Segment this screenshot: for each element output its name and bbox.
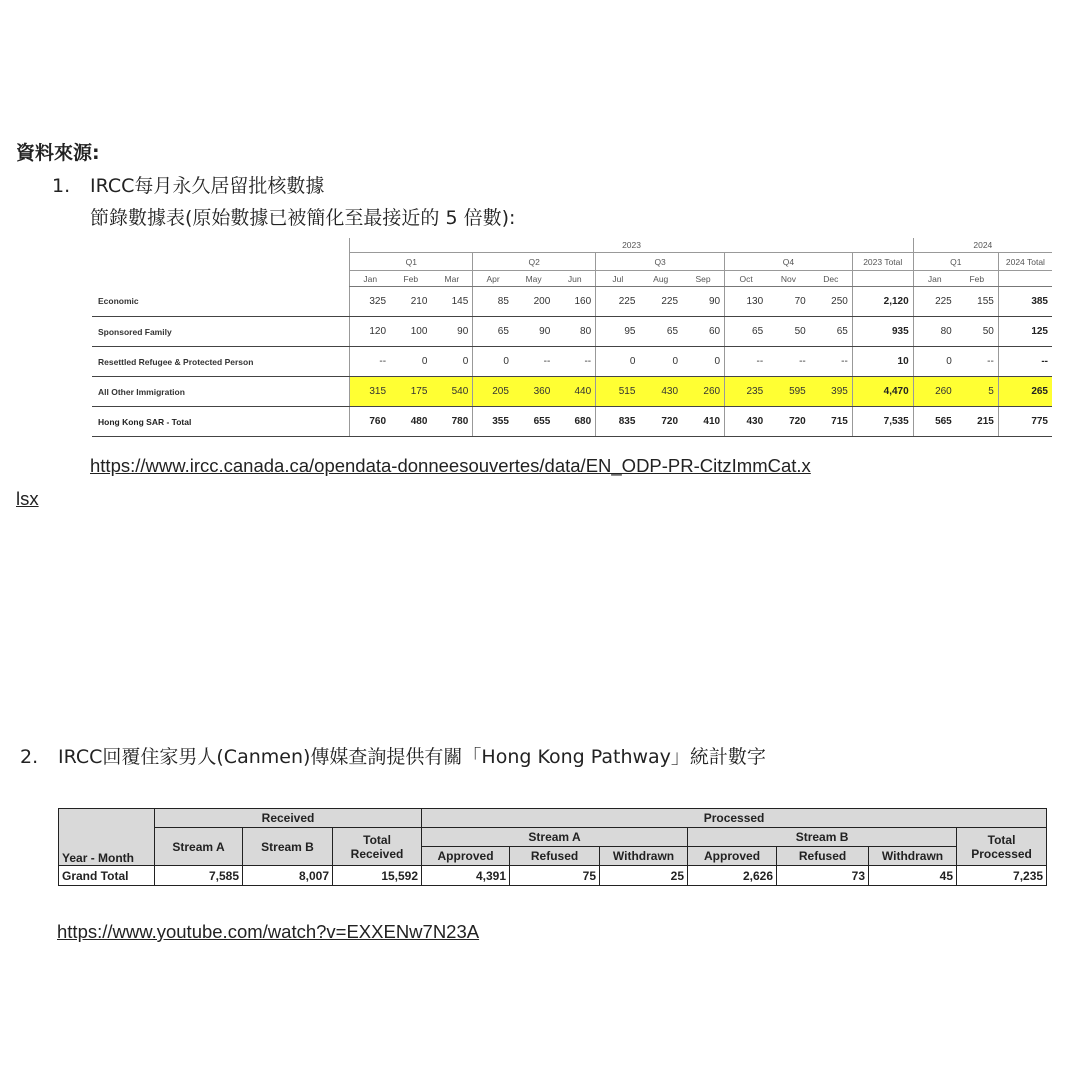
table1-cell: 50 [767,317,810,347]
table2-received-stream-a: Stream A [155,828,243,866]
source-heading: 資料來源: [16,142,100,164]
table1-cell: 65 [639,317,682,347]
table1-cell: 780 [431,407,472,437]
table1-cell: 395 [810,377,853,407]
table1-month: Sep [682,271,725,287]
table1-cell: 215 [956,407,999,437]
table1-year-row [92,238,1052,253]
table1-cell: 565 [913,407,956,437]
item2-title: IRCC回覆住家男人(Canmen)傳媒查詢提供有關「Hong Kong Pathway」統計數字 [58,746,766,768]
table2-cell: 7,585 [155,866,243,886]
table1-cell: 360 [513,377,554,407]
table1-cell: 60 [682,317,725,347]
table1-row [92,407,1052,437]
table1-cell: 720 [767,407,810,437]
table1-month: Aug [639,271,682,287]
table2-total-received-header: Total Received [333,828,422,866]
table1-quarter-2024: Q1 [913,253,998,271]
table2-received-header: Received [155,809,422,828]
table1-cell: 355 [473,407,513,437]
table1-cell: 80 [913,317,956,347]
table1-cell: 935 [852,317,913,347]
table1-cell: 4,470 [852,377,913,407]
table1-cell: 125 [998,317,1052,347]
table2-cell: 25 [600,866,688,886]
table1-cell: 775 [998,407,1052,437]
table2-cell: 73 [777,866,869,886]
table1-cell: 0 [639,347,682,377]
table1-cell: -- [956,347,999,377]
table1-cell: 130 [725,287,768,317]
table1-cell: 210 [390,287,431,317]
table1-cell: 65 [810,317,853,347]
table1-row-label: All Other Immigration [92,377,350,407]
table1-month: Apr [473,271,513,287]
table1-cell: 540 [431,377,472,407]
table1-cell: 2,120 [852,287,913,317]
table1-month: Jan [350,271,390,287]
table1-cell: 265 [998,377,1052,407]
table1-cell: 410 [682,407,725,437]
table2-a-withdrawn-header: Withdrawn [600,847,688,866]
table2-b-approved-header: Approved [688,847,777,866]
table1-cell: 760 [350,407,390,437]
table2-stream-row [59,828,1047,847]
table2-year-month-header: Year - Month [59,809,155,866]
table1-month: Mar [431,271,472,287]
table1-cell: 85 [473,287,513,317]
table1-cell: 100 [390,317,431,347]
table1-cell: 260 [682,377,725,407]
table1-quarter: Q1 [350,253,473,271]
table1-cell: 515 [596,377,640,407]
table1-cell: 145 [431,287,472,317]
table1-cell: 90 [682,287,725,317]
table1-cell: 205 [473,377,513,407]
table1-cell: 175 [390,377,431,407]
ircc-data-link[interactable]: https://www.ircc.canada.ca/opendata-donneesouvertes/data/EN_ODP-PR-CitzImmCat.x [90,455,811,476]
table1-cell: 225 [913,287,956,317]
table2-processed-stream-b: Stream B [688,828,957,847]
table2-cell: 75 [510,866,600,886]
table1-quarter: Q3 [596,253,725,271]
hong-kong-pathway-table [58,808,1047,886]
table1-row-label: Sponsored Family [92,317,350,347]
table2-total-processed-header: Total Processed [957,828,1047,866]
table2-b-refused-header: Refused [777,847,869,866]
table1-2023-total-header: 2023 Total [852,253,913,271]
table1-cell: 720 [639,407,682,437]
table1-cell: 160 [554,287,595,317]
table1-cell: 155 [956,287,999,317]
table1-cell: 70 [767,287,810,317]
table1-cell: 90 [431,317,472,347]
table1-cell: 655 [513,407,554,437]
table1-cell: 0 [682,347,725,377]
table1-quarter-row [92,253,1052,271]
table1-month: Dec [810,271,853,287]
table1-cell: 50 [956,317,999,347]
item1-title-line [52,171,324,198]
table1-cell: 250 [810,287,853,317]
table1-month-row [92,271,1052,287]
ircc-data-link-continuation[interactable]: lsx [16,488,39,509]
table1-cell: 325 [350,287,390,317]
table1-month: Jun [554,271,595,287]
table2-cell: 2,626 [688,866,777,886]
table1-cell: 10 [852,347,913,377]
table1-cell: 430 [725,407,768,437]
table2-group-row [59,809,1047,828]
table1-cell: -- [350,347,390,377]
table1-cell: 225 [596,287,640,317]
item2-title-line [20,742,766,769]
table1-row [92,377,1052,407]
table2-processed-stream-a: Stream A [422,828,688,847]
table1-cell: -- [810,347,853,377]
table2-a-refused-header: Refused [510,847,600,866]
table2-processed-header: Processed [422,809,1047,828]
table1-row-label: Resettled Refugee & Protected Person [92,347,350,377]
table1-cell: 260 [913,377,956,407]
table1-cell: 315 [350,377,390,407]
table1-month: Oct [725,271,768,287]
table1-cell: 95 [596,317,640,347]
table1-cell: 235 [725,377,768,407]
table1-month: Feb [390,271,431,287]
table1-cell: 80 [554,317,595,347]
table1-cell: 7,535 [852,407,913,437]
table2-cell: 45 [869,866,957,886]
table1-cell: -- [998,347,1052,377]
table1-cell: 120 [350,317,390,347]
monthly-pr-table [92,238,1052,437]
table1-cell: 200 [513,287,554,317]
table1-cell: -- [767,347,810,377]
table2-received-stream-b: Stream B [243,828,333,866]
table1-cell: 0 [390,347,431,377]
table1-cell: 0 [913,347,956,377]
table2-a-approved-header: Approved [422,847,510,866]
table1-cell: 680 [554,407,595,437]
table2-b-withdrawn-header: Withdrawn [869,847,957,866]
table1-year-2023: 2023 [350,238,913,253]
table1-row [92,347,1052,377]
table1-cell: 90 [513,317,554,347]
table1-cell: 480 [390,407,431,437]
table1-cell: 65 [473,317,513,347]
youtube-link[interactable]: https://www.youtube.com/watch?v=EXXENw7N23A [57,921,480,942]
table2-cell: 15,592 [333,866,422,886]
table1-cell: 595 [767,377,810,407]
table2-cell: 7,235 [957,866,1047,886]
table1-year-2024: 2024 [913,238,1052,253]
table1-month-2024: Feb [956,271,999,287]
table1-cell: -- [513,347,554,377]
table1-month: May [513,271,554,287]
table1-cell: 65 [725,317,768,347]
table1-2024-total-header: 2024 Total [998,253,1052,271]
table2-grand-total-label: Grand Total [59,866,155,886]
table1-body [92,287,1052,437]
table1-row [92,317,1052,347]
table1-month-2024: Jan [913,271,956,287]
table2-grand-total-row [59,866,1047,886]
table1-month: Jul [596,271,640,287]
item1-subtitle: 節錄數據表(原始數據已被簡化至最接近的 5 倍數): [90,207,516,229]
table1-cell: 5 [956,377,999,407]
table1-cell: 225 [639,287,682,317]
table1-cell: 835 [596,407,640,437]
item2-number: 2. [20,746,39,768]
table1-cell: 0 [431,347,472,377]
table1-cell: 715 [810,407,853,437]
table1-cell: 385 [998,287,1052,317]
table1-cell: 430 [639,377,682,407]
table1-cell: -- [554,347,595,377]
table1-month: Nov [767,271,810,287]
table1-row-label: Hong Kong SAR - Total [92,407,350,437]
table1-cell: 440 [554,377,595,407]
table1-cell: 0 [596,347,640,377]
table1-quarter: Q4 [725,253,853,271]
table2-cell: 4,391 [422,866,510,886]
table1-cell: -- [725,347,768,377]
item1-title: IRCC每月永久居留批核數據 [90,175,325,197]
table1-row-label: Economic [92,287,350,317]
table1-cell: 0 [473,347,513,377]
table1-row [92,287,1052,317]
item1-number: 1. [52,175,71,197]
table2-cell: 8,007 [243,866,333,886]
table1-quarter: Q2 [473,253,596,271]
